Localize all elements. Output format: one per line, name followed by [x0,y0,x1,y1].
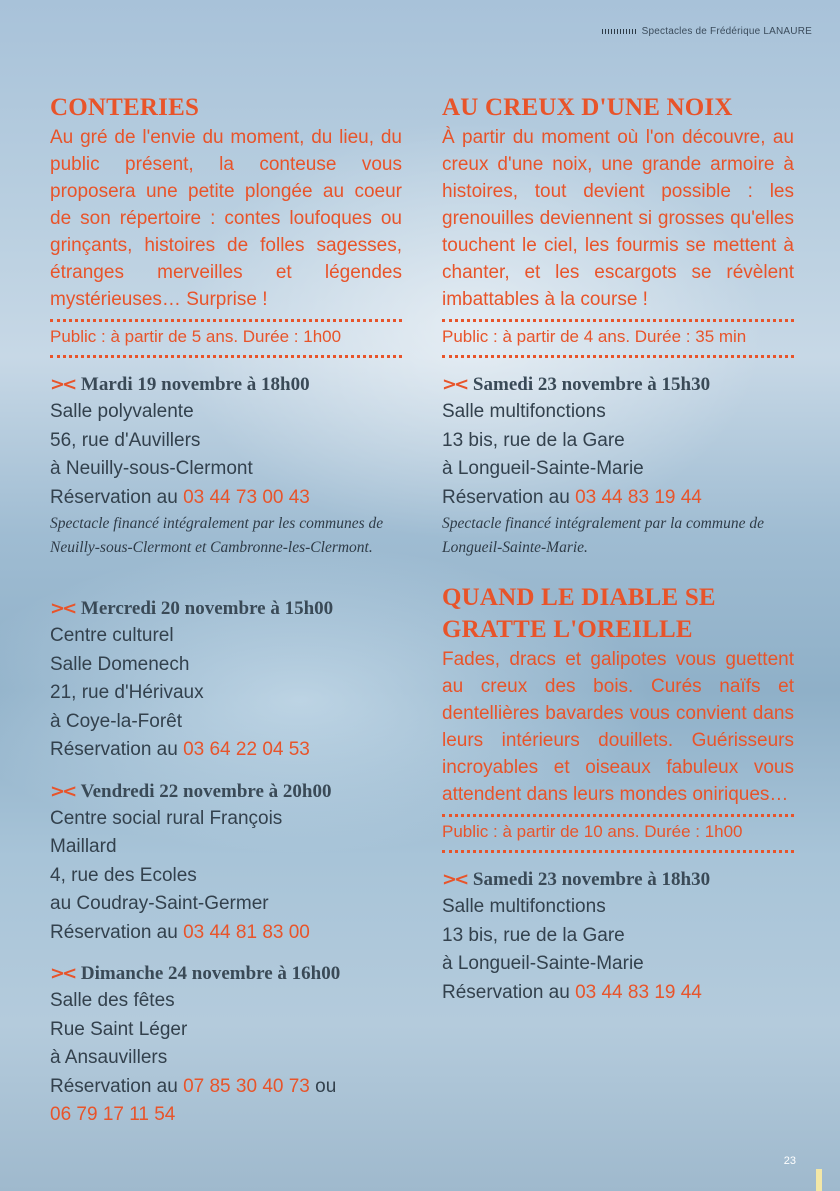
reservation-label: Réservation au [50,921,178,943]
event-date [50,779,402,805]
event-block [50,372,402,560]
audience-info: Public : à partir de 5 ans. Durée : 1h00 [50,319,402,358]
event-block [50,596,402,765]
venue-line: Centre social rural François [50,807,283,829]
reservation-line [50,484,402,513]
reservation-line [50,736,402,765]
event-date [50,961,402,987]
event-date [442,867,794,893]
venue-line: 4, rue des Ecoles [50,864,197,886]
venue-line: Salle des fêtes [50,990,175,1011]
reservation-label: Réservation au [442,486,570,508]
scissors-icon: >< [50,780,75,802]
show-title-conteries: CONTERIES [50,94,200,121]
reservation-label: Réservation au [50,1075,178,1097]
show-title-quand-le-diable: QUAND LE DIABLE SE GRATTE L'OREILLE [442,584,716,643]
event-block [50,779,402,948]
funding-note: Spectacle financé intégralement par la commune de Longueil-Sainte-Marie. [442,515,764,556]
reservation-line-2 [50,1101,402,1130]
event-block [442,867,794,1007]
audience-info: Public : à partir de 10 ans. Durée : 1h00 [442,814,794,853]
reservation-line [442,979,794,1008]
venue-line: à Ansauvillers [50,1047,168,1068]
show-description: Fades, dracs et galipotes vous guettent au creux des bois. Curés naïfs et dentellières bavardes vous convient dans leurs intérieurs douillets. Guérisseurs incroyables et oiseaux fabuleux vous attendent dans leurs mondes oniriques… [442,649,794,805]
show-title-au-creux-d-une-noix: AU CREUX D'UNE NOIX [442,94,733,121]
scissors-icon: >< [50,598,75,619]
header-text: Spectacles de Frédérique LANAURE [641,26,812,37]
reservation-line [50,919,402,948]
phone-number[interactable]: 07 85 30 40 73 [183,1075,310,1097]
venue-line: 13 bis, rue de la Gare [442,429,625,451]
reservation-label: Réservation au [50,486,178,508]
header-rule-icon [602,29,638,34]
scissors-icon: >< [442,374,467,395]
audience-info: Public : à partir de 4 ans. Durée : 35 min [442,319,794,358]
event-date-text: Vendredi 22 novembre à 20h00 [80,780,332,802]
venue-line: Centre culturel [50,625,174,646]
scissors-icon: >< [50,963,75,984]
event-date-text: Samedi 23 novembre à 15h30 [472,374,711,395]
phone-number[interactable]: 03 44 81 83 00 [183,921,310,943]
venue-line: 21, rue d'Hérivaux [50,682,204,703]
venue-line: Rue Saint Léger [50,1018,188,1040]
event-date-text: Mercredi 20 novembre à 15h00 [80,598,334,619]
venue-line: Salle polyvalente [50,401,194,422]
event-date [50,596,402,622]
reservation-label: Réservation au [50,739,178,760]
scissors-icon: >< [442,869,467,890]
event-block [442,372,794,560]
funding-note: Spectacle financé intégralement par les communes de Neuilly-sous-Clermont et Cambronne-les-Clermont. [50,515,384,556]
venue-line: Maillard [50,836,117,857]
venue-line: à Neuilly-sous-Clermont [50,458,253,479]
event-date-text: Mardi 19 novembre à 18h00 [80,374,310,395]
left-column [50,92,402,1130]
phone-number[interactable]: 03 44 83 19 44 [575,981,702,1003]
venue-line: Salle multifonctions [442,896,606,917]
event-date [50,372,402,398]
venue-line: Salle multifonctions [442,401,606,422]
phone-number[interactable]: 03 44 73 00 43 [183,486,310,508]
show-description: À partir du moment où l'on découvre, au creux d'une noix, une grande armoire à histoires, tout devient possible : les grenouilles deviennent si grosses qu'elles touchent le ciel, les fourmis se mettent à chanter, et les escargots se révèlent imbattables à la course ! [442,127,794,310]
scissors-icon: >< [50,374,75,395]
page-tab-marker [816,1169,822,1191]
reservation-line [442,484,794,513]
right-column [442,92,794,1007]
event-date-text: Samedi 23 novembre à 18h30 [472,869,711,890]
phone-number[interactable]: 03 44 83 19 44 [575,486,702,508]
reservation-label: Réservation au [442,981,570,1003]
venue-line: à Coye-la-Forêt [50,710,182,732]
event-date-text: Dimanche 24 novembre à 16h00 [80,963,341,984]
venue-line: à Longueil-Sainte-Marie [442,458,644,479]
venue-line: 13 bis, rue de la Gare [442,924,625,946]
event-date [442,372,794,398]
event-block [50,961,402,1130]
phone-number[interactable]: 03 64 22 04 53 [183,739,310,760]
venue-line: à Longueil-Sainte-Marie [442,953,644,974]
venue-line: 56, rue d'Auvillers [50,429,201,451]
reservation-line [50,1073,402,1102]
venue-line: au Coudray-Saint-Germer [50,893,269,914]
running-header [602,26,812,37]
or-text: ou [315,1075,337,1097]
show-description: Au gré de l'envie du moment, du lieu, du public présent, la conteuse vous proposera une petite plongée au coeur de son répertoire : contes loufoques ou grinçants, histoires de folles sagesses, étranges merveilles et légendes mystérieuses… Surprise ! [50,127,402,310]
phone-number-2[interactable]: 06 79 17 11 54 [50,1104,176,1125]
page-number: 23 [783,1155,796,1167]
venue-line: Salle Domenech [50,653,190,675]
